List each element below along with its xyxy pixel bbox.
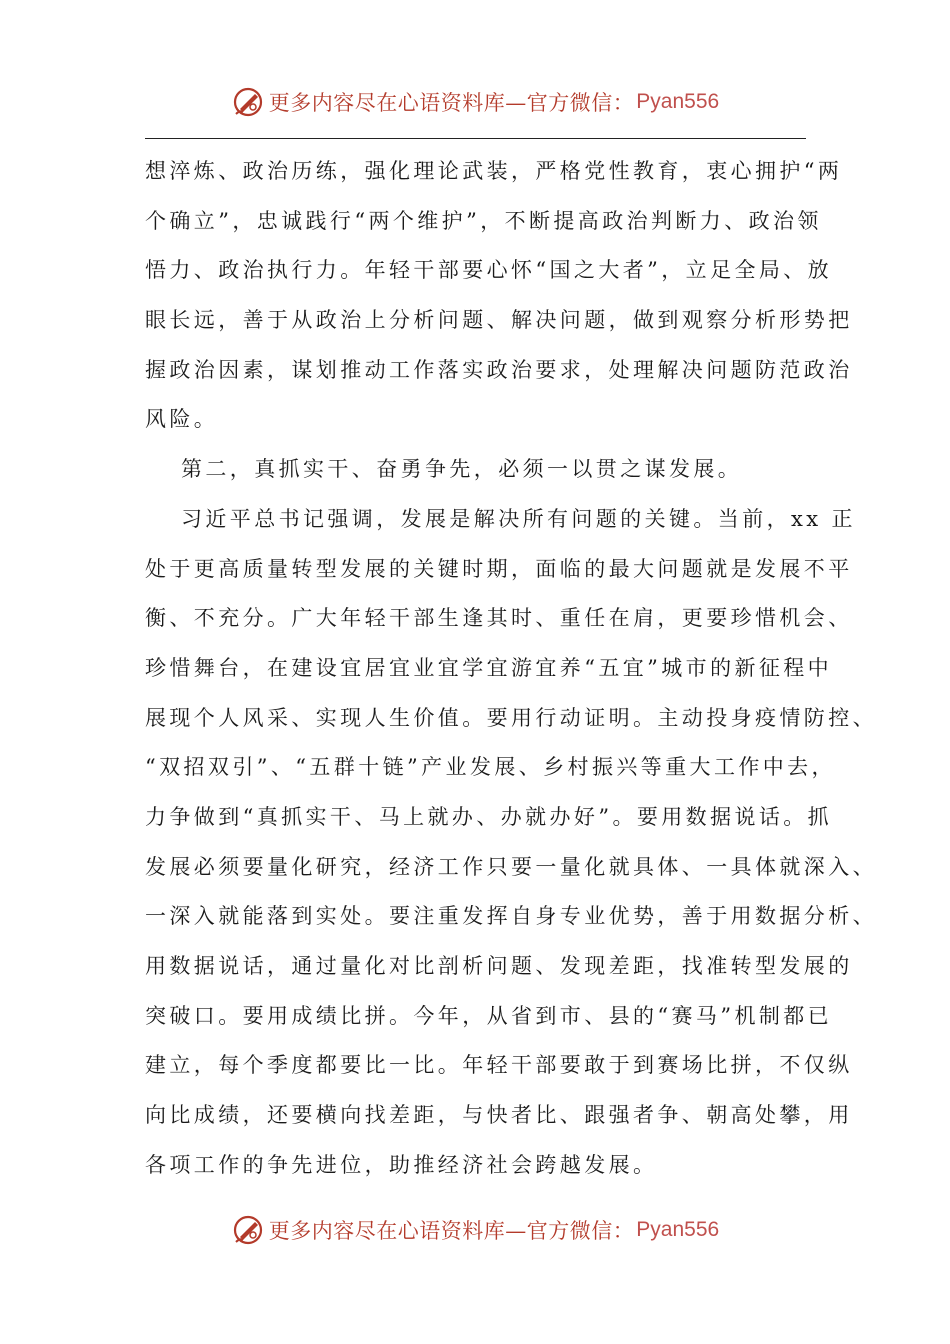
text-line: 建立，每个季度都要比一比。年轻干部要敢于到赛场比拼，不仅纵 xyxy=(145,1053,853,1078)
header-wechat-id: Pyan556 xyxy=(636,90,720,113)
header-brand-text: 更多内容尽在心语资料库—官方微信： xyxy=(268,91,635,115)
text-line: “双招双引”、“五群十链”产业发展、乡村振兴等重大工作中去， xyxy=(145,755,836,780)
document-body xyxy=(145,147,877,1190)
footer-brand-text: 更多内容尽在心语资料库—官方微信： xyxy=(268,1219,635,1243)
text-line: 展现个人风采、实现人生价值。要用行动证明。主动投身疫情防控、 xyxy=(145,705,877,730)
text-line: 衡、不充分。广大年轻干部生逢其时、重任在肩，更要珍惜机会、 xyxy=(145,606,853,631)
text-line: 眼长远，善于从政治上分析问题、解决问题，做到观察分析形势把 xyxy=(145,308,853,333)
text-line: 习近平总书记强调，发展是解决所有问题的关键。当前，xx 正 xyxy=(181,506,856,531)
ink-pen-seal-icon xyxy=(231,85,265,119)
text-line: 握政治因素，谋划推动工作落实政治要求，处理解决问题防范政治 xyxy=(145,357,853,382)
ink-pen-seal-icon xyxy=(231,1213,265,1247)
text-line: 用数据说话，通过量化对比剖析问题、发现差距，找准转型发展的 xyxy=(145,954,853,978)
text-line: 第二，真抓实干、奋勇争先，必须一以贯之谋发展。 xyxy=(181,457,743,482)
text-line: 想淬炼、政治历练，强化理论武装，严格党性教育，衷心拥护“两 xyxy=(145,159,843,183)
text-line: 个确立”，忠诚践行“两个维护”，不断提高政治判断力、政治领 xyxy=(145,208,822,233)
text-line: 向比成绩，还要横向找差距，与快者比、跟强者争、朝高处攀，用 xyxy=(145,1103,853,1128)
text-line: 风险。 xyxy=(145,407,219,432)
footer-banner xyxy=(0,1210,950,1250)
text-line: 处于更高质量转型发展的关键时期，面临的最大问题就是发展不平 xyxy=(145,556,853,581)
text-line: 突破口。要用成绩比拼。今年，从省到市、县的“赛马”机制都已 xyxy=(145,1003,833,1028)
text-line: 珍惜舞台，在建设宜居宜业宜学宜游宜养“五宜”城市的新征程中 xyxy=(145,655,833,680)
text-line: 各项工作的争先进位，助推经济社会跨越发展。 xyxy=(145,1152,658,1177)
text-line: 一深入就能落到实处。要注重发挥自身专业优势，善于用数据分析、 xyxy=(145,904,877,929)
footer-wechat-id: Pyan556 xyxy=(636,1218,720,1241)
header-divider xyxy=(145,138,806,139)
text-line: 悟力、政治执行力。年轻干部要心怀“国之大者”，立足全局、放 xyxy=(145,258,833,283)
header-banner xyxy=(0,82,950,122)
text-line: 发展必须要量化研究，经济工作只要一量化就具体、一具体就深入、 xyxy=(145,854,877,879)
text-line: 力争做到“真抓实干、马上就办、办就办好”。要用数据说话。抓 xyxy=(145,804,833,829)
